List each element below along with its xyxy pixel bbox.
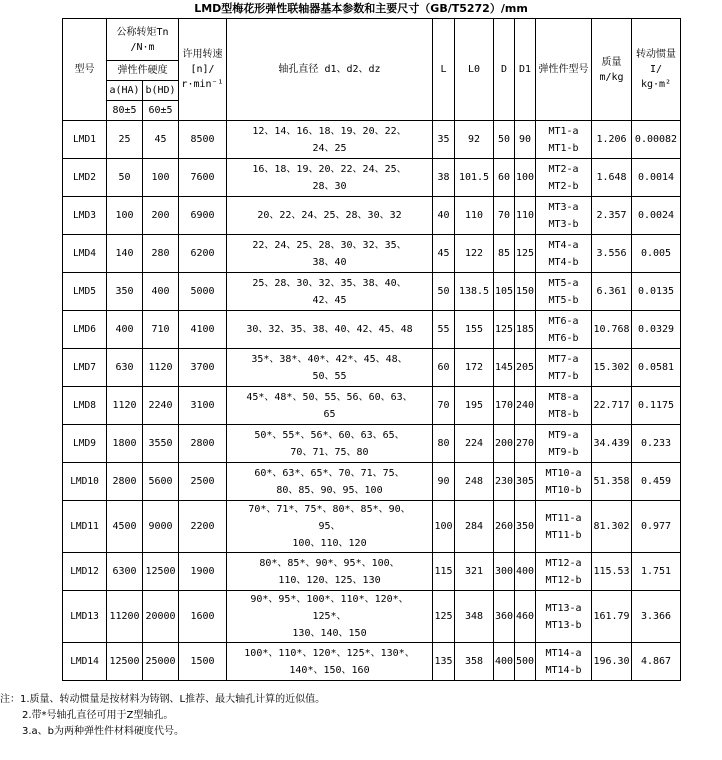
cell-L0: 110 <box>455 197 494 235</box>
cell-elastic: MT5-a MT5-b <box>536 273 592 311</box>
cell-L0: 92 <box>455 121 494 159</box>
cell-elastic: MT9-a MT9-b <box>536 425 592 463</box>
cell-inertia: 0.0014 <box>632 159 681 197</box>
cell-torque-b: 12500 <box>143 553 179 591</box>
cell-bore: 35*、38*、40*、42*、45、48、 50、55 <box>227 349 433 387</box>
cell-inertia: 0.00082 <box>632 121 681 159</box>
cell-D: 85 <box>494 235 515 273</box>
table-row <box>63 121 681 159</box>
cell-L: 80 <box>433 425 455 463</box>
cell-L0: 321 <box>455 553 494 591</box>
cell-L0: 122 <box>455 235 494 273</box>
cell-L: 55 <box>433 311 455 349</box>
cell-torque-a: 1120 <box>107 387 143 425</box>
cell-L: 35 <box>433 121 455 159</box>
cell-torque-a: 6300 <box>107 553 143 591</box>
cell-D: 200 <box>494 425 515 463</box>
cell-torque-b: 9000 <box>143 501 179 553</box>
table-row <box>63 159 681 197</box>
cell-mass: 22.717 <box>592 387 632 425</box>
cell-elastic: MT3-a MT3-b <box>536 197 592 235</box>
cell-inertia: 3.366 <box>632 591 681 643</box>
header-hardness-a: a(HA) <box>107 81 143 101</box>
cell-mass: 15.302 <box>592 349 632 387</box>
cell-model: LMD7 <box>63 349 107 387</box>
cell-speed: 8500 <box>179 121 227 159</box>
cell-L: 38 <box>433 159 455 197</box>
cell-model: LMD5 <box>63 273 107 311</box>
cell-L0: 248 <box>455 463 494 501</box>
cell-torque-a: 350 <box>107 273 143 311</box>
cell-speed: 6900 <box>179 197 227 235</box>
table-row <box>63 235 681 273</box>
cell-D1: 305 <box>515 463 536 501</box>
cell-D: 60 <box>494 159 515 197</box>
cell-torque-a: 140 <box>107 235 143 273</box>
header-hardness: 弹性件硬度 <box>107 61 179 81</box>
cell-torque-b: 710 <box>143 311 179 349</box>
header-bore: 轴孔直径 d1、d2、dz <box>227 19 433 121</box>
cell-torque-b: 20000 <box>143 591 179 643</box>
cell-D1: 400 <box>515 553 536 591</box>
cell-D1: 500 <box>515 643 536 681</box>
cell-model: LMD14 <box>63 643 107 681</box>
cell-elastic: MT1-a MT1-b <box>536 121 592 159</box>
cell-speed: 1600 <box>179 591 227 643</box>
cell-bore: 60*、63*、65*、70、71、75、 80、85、90、95、100 <box>227 463 433 501</box>
header-D: D <box>494 19 515 121</box>
cell-D: 400 <box>494 643 515 681</box>
cell-bore: 100*、110*、120*、125*、130*、 140*、150、160 <box>227 643 433 681</box>
cell-bore: 20、22、24、25、28、30、32 <box>227 197 433 235</box>
cell-D1: 150 <box>515 273 536 311</box>
cell-inertia: 0.977 <box>632 501 681 553</box>
cell-speed: 2200 <box>179 501 227 553</box>
cell-D1: 185 <box>515 311 536 349</box>
cell-D: 260 <box>494 501 515 553</box>
cell-torque-a: 1800 <box>107 425 143 463</box>
cell-torque-a: 400 <box>107 311 143 349</box>
cell-D1: 460 <box>515 591 536 643</box>
cell-elastic: MT10-a MT10-b <box>536 463 592 501</box>
cell-torque-a: 11200 <box>107 591 143 643</box>
cell-mass: 10.768 <box>592 311 632 349</box>
header-L0: L0 <box>455 19 494 121</box>
cell-L0: 195 <box>455 387 494 425</box>
cell-bore: 70*、71*、75*、80*、85*、90、 95、 100、110、120 <box>227 501 433 553</box>
note-1: 注：1.质量、转动惯量是按材料为铸钢、L推荐、最大轴孔计算的近似值。 <box>0 694 326 705</box>
cell-D1: 125 <box>515 235 536 273</box>
cell-inertia: 0.0329 <box>632 311 681 349</box>
table-row <box>63 311 681 349</box>
cell-mass: 1.206 <box>592 121 632 159</box>
cell-model: LMD13 <box>63 591 107 643</box>
header-inertia: 转动惯量I/ kg·m² <box>632 19 681 121</box>
cell-elastic: MT6-a MT6-b <box>536 311 592 349</box>
cell-elastic: MT8-a MT8-b <box>536 387 592 425</box>
cell-speed: 5000 <box>179 273 227 311</box>
header-torque: 公称转矩Tn /N·m <box>107 19 179 61</box>
cell-model: LMD3 <box>63 197 107 235</box>
cell-inertia: 0.005 <box>632 235 681 273</box>
cell-D1: 90 <box>515 121 536 159</box>
cell-elastic: MT7-a MT7-b <box>536 349 592 387</box>
cell-D: 360 <box>494 591 515 643</box>
cell-elastic: MT2-a MT2-b <box>536 159 592 197</box>
cell-D1: 240 <box>515 387 536 425</box>
cell-L: 70 <box>433 387 455 425</box>
cell-inertia: 0.0581 <box>632 349 681 387</box>
header-L: L <box>433 19 455 121</box>
cell-torque-b: 100 <box>143 159 179 197</box>
cell-inertia: 0.0135 <box>632 273 681 311</box>
cell-L: 100 <box>433 501 455 553</box>
cell-torque-b: 400 <box>143 273 179 311</box>
cell-torque-a: 2800 <box>107 463 143 501</box>
cell-L: 60 <box>433 349 455 387</box>
cell-speed: 1500 <box>179 643 227 681</box>
cell-mass: 6.361 <box>592 273 632 311</box>
header-elastic: 弹性件型号 <box>536 19 592 121</box>
cell-D1: 205 <box>515 349 536 387</box>
cell-D: 145 <box>494 349 515 387</box>
table-title: LMD型梅花形弹性联轴器基本参数和主要尺寸（GB/T5272）/mm <box>194 2 528 15</box>
cell-model: LMD4 <box>63 235 107 273</box>
cell-torque-b: 5600 <box>143 463 179 501</box>
header-hardness-b: b(HD) <box>143 81 179 101</box>
cell-L: 125 <box>433 591 455 643</box>
cell-torque-b: 25000 <box>143 643 179 681</box>
cell-elastic: MT13-a MT13-b <box>536 591 592 643</box>
cell-L0: 224 <box>455 425 494 463</box>
header-D1: D1 <box>515 19 536 121</box>
cell-mass: 3.556 <box>592 235 632 273</box>
cell-mass: 115.53 <box>592 553 632 591</box>
table-row <box>63 501 681 553</box>
cell-bore: 22、24、25、28、30、32、35、 38、40 <box>227 235 433 273</box>
cell-mass: 51.358 <box>592 463 632 501</box>
cell-model: LMD8 <box>63 387 107 425</box>
cell-mass: 2.357 <box>592 197 632 235</box>
cell-D: 125 <box>494 311 515 349</box>
cell-inertia: 0.1175 <box>632 387 681 425</box>
cell-L: 40 <box>433 197 455 235</box>
cell-L0: 138.5 <box>455 273 494 311</box>
cell-D: 70 <box>494 197 515 235</box>
cell-L0: 155 <box>455 311 494 349</box>
cell-torque-a: 50 <box>107 159 143 197</box>
cell-D: 230 <box>494 463 515 501</box>
cell-inertia: 0.233 <box>632 425 681 463</box>
cell-bore: 16、18、19、20、22、24、25、 28、30 <box>227 159 433 197</box>
cell-model: LMD2 <box>63 159 107 197</box>
table-row <box>63 463 681 501</box>
table-row <box>63 591 681 643</box>
coupling-parameter-table <box>62 18 681 681</box>
cell-torque-a: 100 <box>107 197 143 235</box>
cell-torque-a: 25 <box>107 121 143 159</box>
cell-D1: 110 <box>515 197 536 235</box>
cell-mass: 196.30 <box>592 643 632 681</box>
cell-L0: 348 <box>455 591 494 643</box>
cell-bore: 25、28、30、32、35、38、40、 42、45 <box>227 273 433 311</box>
cell-speed: 3700 <box>179 349 227 387</box>
cell-mass: 1.648 <box>592 159 632 197</box>
header-b-value: 60±5 <box>143 101 179 121</box>
cell-bore: 50*、55*、56*、60、63、65、 70、71、75、80 <box>227 425 433 463</box>
cell-bore: 80*、85*、90*、95*、100、 110、120、125、130 <box>227 553 433 591</box>
cell-D: 50 <box>494 121 515 159</box>
cell-inertia: 0.459 <box>632 463 681 501</box>
table-row <box>63 643 681 681</box>
header-speed: 许用转速[n]/ r·min⁻¹ <box>179 19 227 121</box>
cell-D: 170 <box>494 387 515 425</box>
cell-L0: 358 <box>455 643 494 681</box>
cell-model: LMD11 <box>63 501 107 553</box>
table-row <box>63 425 681 463</box>
cell-elastic: MT12-a MT12-b <box>536 553 592 591</box>
cell-model: LMD12 <box>63 553 107 591</box>
cell-bore: 30、32、35、38、40、42、45、48 <box>227 311 433 349</box>
cell-torque-b: 200 <box>143 197 179 235</box>
cell-L: 135 <box>433 643 455 681</box>
cell-elastic: MT14-a MT14-b <box>536 643 592 681</box>
cell-elastic: MT4-a MT4-b <box>536 235 592 273</box>
table-row <box>63 273 681 311</box>
cell-D1: 350 <box>515 501 536 553</box>
header-a-value: 80±5 <box>107 101 143 121</box>
cell-D1: 100 <box>515 159 536 197</box>
table-row <box>63 387 681 425</box>
cell-bore: 45*、48*、50、55、56、60、63、 65 <box>227 387 433 425</box>
cell-speed: 1900 <box>179 553 227 591</box>
cell-torque-a: 12500 <box>107 643 143 681</box>
cell-torque-b: 280 <box>143 235 179 273</box>
cell-speed: 2500 <box>179 463 227 501</box>
cell-model: LMD9 <box>63 425 107 463</box>
cell-L0: 284 <box>455 501 494 553</box>
cell-inertia: 0.0024 <box>632 197 681 235</box>
cell-torque-b: 2240 <box>143 387 179 425</box>
cell-torque-a: 630 <box>107 349 143 387</box>
cell-model: LMD6 <box>63 311 107 349</box>
cell-L: 50 <box>433 273 455 311</box>
notes <box>0 692 325 740</box>
cell-L: 45 <box>433 235 455 273</box>
table-row <box>63 349 681 387</box>
cell-inertia: 1.751 <box>632 553 681 591</box>
cell-L: 90 <box>433 463 455 501</box>
table-body <box>63 121 681 681</box>
cell-bore: 90*、95*、100*、110*、120*、 125*、 130、140、150 <box>227 591 433 643</box>
cell-inertia: 4.867 <box>632 643 681 681</box>
cell-model: LMD10 <box>63 463 107 501</box>
header-mass: 质量m/kg <box>592 19 632 121</box>
cell-model: LMD1 <box>63 121 107 159</box>
cell-D: 105 <box>494 273 515 311</box>
cell-mass: 34.439 <box>592 425 632 463</box>
cell-L0: 172 <box>455 349 494 387</box>
cell-D1: 270 <box>515 425 536 463</box>
cell-D: 300 <box>494 553 515 591</box>
cell-mass: 81.302 <box>592 501 632 553</box>
cell-speed: 2800 <box>179 425 227 463</box>
cell-torque-b: 3550 <box>143 425 179 463</box>
cell-speed: 7600 <box>179 159 227 197</box>
table-row <box>63 197 681 235</box>
cell-mass: 161.79 <box>592 591 632 643</box>
cell-elastic: MT11-a MT11-b <box>536 501 592 553</box>
table-row <box>63 553 681 591</box>
note-3: 3.a、b为两种弹性件材料硬度代号。 <box>22 726 185 737</box>
header-model: 型号 <box>63 19 107 121</box>
cell-torque-a: 4500 <box>107 501 143 553</box>
cell-L: 115 <box>433 553 455 591</box>
cell-speed: 4100 <box>179 311 227 349</box>
cell-speed: 3100 <box>179 387 227 425</box>
cell-bore: 12、14、16、18、19、20、22、 24、25 <box>227 121 433 159</box>
cell-torque-b: 45 <box>143 121 179 159</box>
cell-L0: 101.5 <box>455 159 494 197</box>
cell-speed: 6200 <box>179 235 227 273</box>
cell-torque-b: 1120 <box>143 349 179 387</box>
note-2: 2.带*号轴孔直径可用于Z型轴孔。 <box>22 710 174 721</box>
